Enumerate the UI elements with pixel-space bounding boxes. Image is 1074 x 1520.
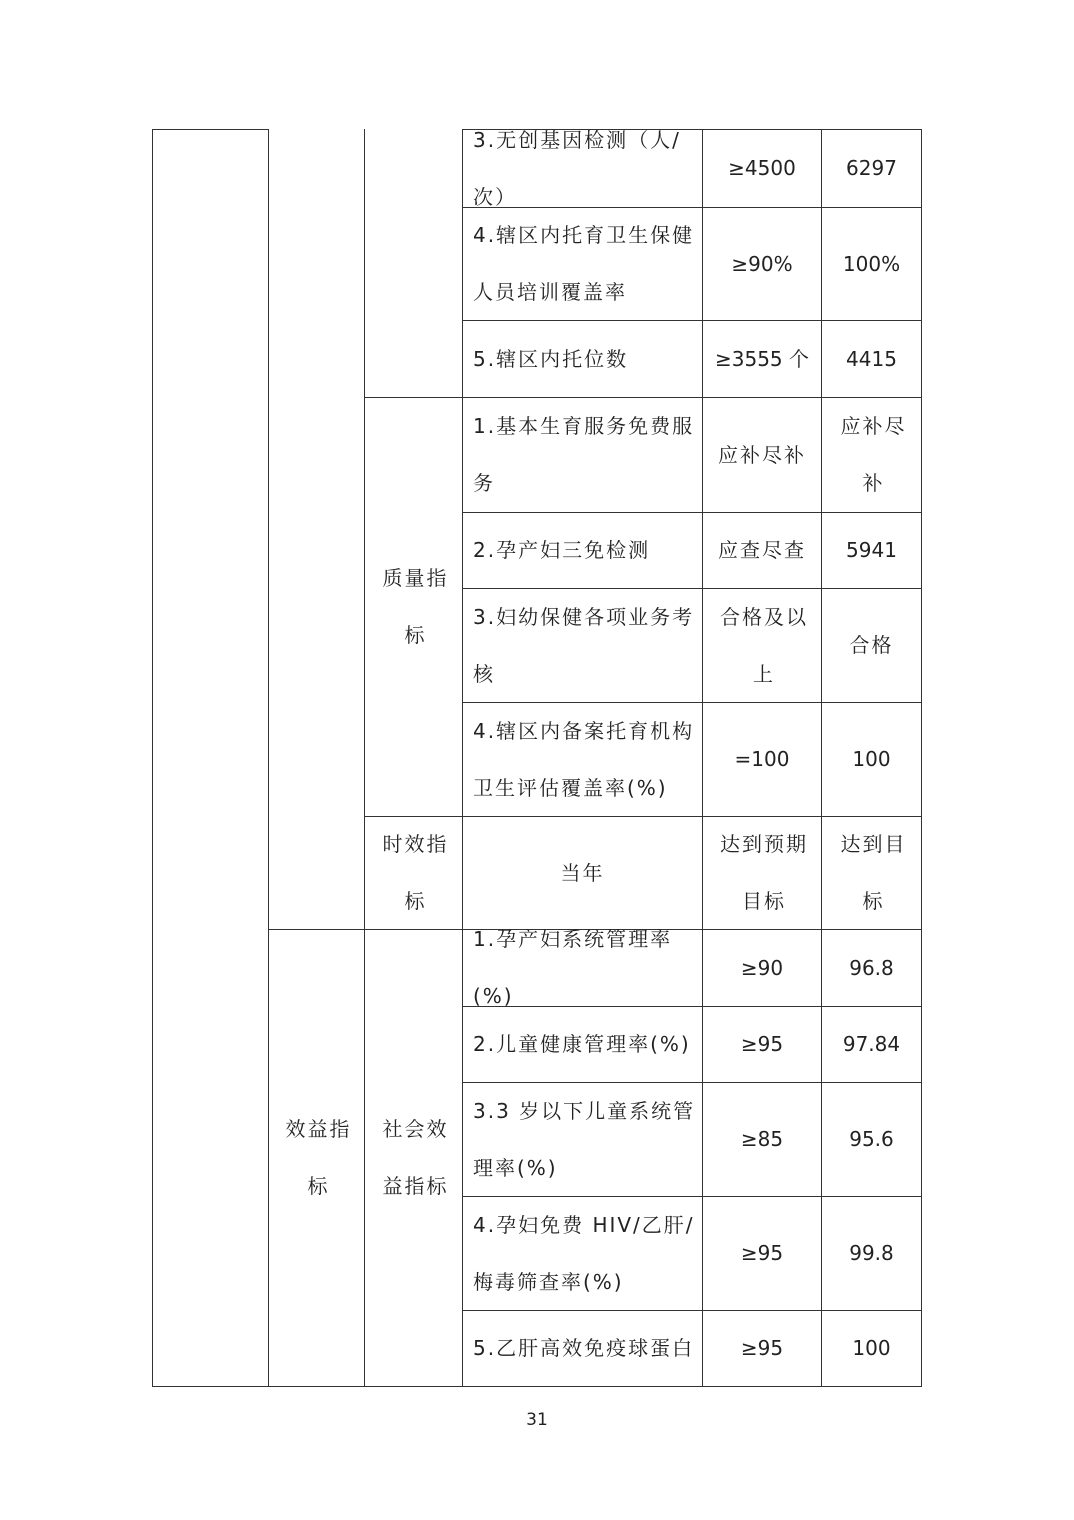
actual-value-cell: 5941 xyxy=(846,538,897,562)
target-value-cell: 达到预期目标 xyxy=(720,832,808,913)
table-border-top xyxy=(152,129,268,130)
indicator-cell: 2.儿童健康管理率(%) xyxy=(473,1032,691,1056)
target-value-cell: ≥95 xyxy=(740,1032,784,1056)
target-value-cell: ≥4500 xyxy=(728,156,796,180)
indicator-cell: 4.孕妇免费 HIV/乙肝/梅毒筛查率(%) xyxy=(473,1212,695,1294)
timeliness-indicator-category: 时效指标 xyxy=(382,832,449,913)
target-value-cell: 应查尽查 xyxy=(718,538,806,562)
indicator-cell: 1.基本生育服务免费服务 xyxy=(473,414,695,495)
page-number: 31 xyxy=(526,1410,548,1430)
target-value-cell: 合格及以上 xyxy=(720,604,808,686)
quality-indicator-category: 质量指标 xyxy=(382,566,449,647)
table-border-left xyxy=(152,129,153,1387)
performance-indicator-table xyxy=(152,129,922,1387)
indicator-cell: 5.乙肝高效免疫球蛋白 xyxy=(473,1336,695,1360)
indicator-cell: 当年 xyxy=(560,860,605,885)
indicator-cell: 1.孕产妇系统管理率(%) xyxy=(473,927,673,1008)
actual-value-cell: 应补尽补 xyxy=(840,414,907,495)
target-value-cell: ≥85 xyxy=(740,1127,784,1151)
actual-value-cell: 95.6 xyxy=(849,1127,894,1151)
actual-value-cell: 100 xyxy=(852,747,891,771)
actual-value-cell: 6297 xyxy=(846,156,897,180)
table-border-bottom xyxy=(152,1386,922,1387)
indicator-cell: 3.3 岁以下儿童系统管理率(%) xyxy=(473,1098,696,1180)
benefit-indicator-level1: 效益指标 xyxy=(285,1117,352,1198)
indicator-cell: 4.辖区内备案托育机构卫生评估覆盖率(%) xyxy=(473,718,695,800)
indicator-cell: 3.妇幼保健各项业务考核 xyxy=(473,604,695,686)
social-benefit-indicator-level2: 社会效益指标 xyxy=(382,1117,449,1198)
indicator-cell: 2.孕产妇三免检测 xyxy=(473,538,651,562)
actual-value-cell: 达到目标 xyxy=(840,832,907,913)
target-value-cell: 应补尽补 xyxy=(718,442,806,467)
actual-value-cell: 97.84 xyxy=(842,1032,901,1056)
actual-value-cell: 96.8 xyxy=(849,955,894,980)
target-value-cell: ≥3555 个 xyxy=(714,346,809,371)
target-value-cell: ≥95 xyxy=(740,1336,784,1360)
actual-value-cell: 合格 xyxy=(849,633,894,657)
table-border-right xyxy=(921,129,922,1387)
indicator-cell: 5.辖区内托位数 xyxy=(473,346,629,371)
actual-value-cell: 100% xyxy=(842,251,901,276)
actual-value-cell: 4415 xyxy=(846,346,897,371)
actual-value-cell: 99.8 xyxy=(849,1241,894,1265)
indicator-cell: 3.无创基因检测（人/次） xyxy=(473,127,681,209)
target-value-cell: =100 xyxy=(734,747,790,771)
actual-value-cell: 100 xyxy=(852,1336,891,1360)
target-value-cell: ≥90% xyxy=(731,251,793,276)
target-value-cell: ≥95 xyxy=(740,1241,784,1265)
target-value-cell: ≥90 xyxy=(740,955,784,980)
indicator-cell: 4.辖区内托育卫生保健人员培训覆盖率 xyxy=(473,223,695,304)
